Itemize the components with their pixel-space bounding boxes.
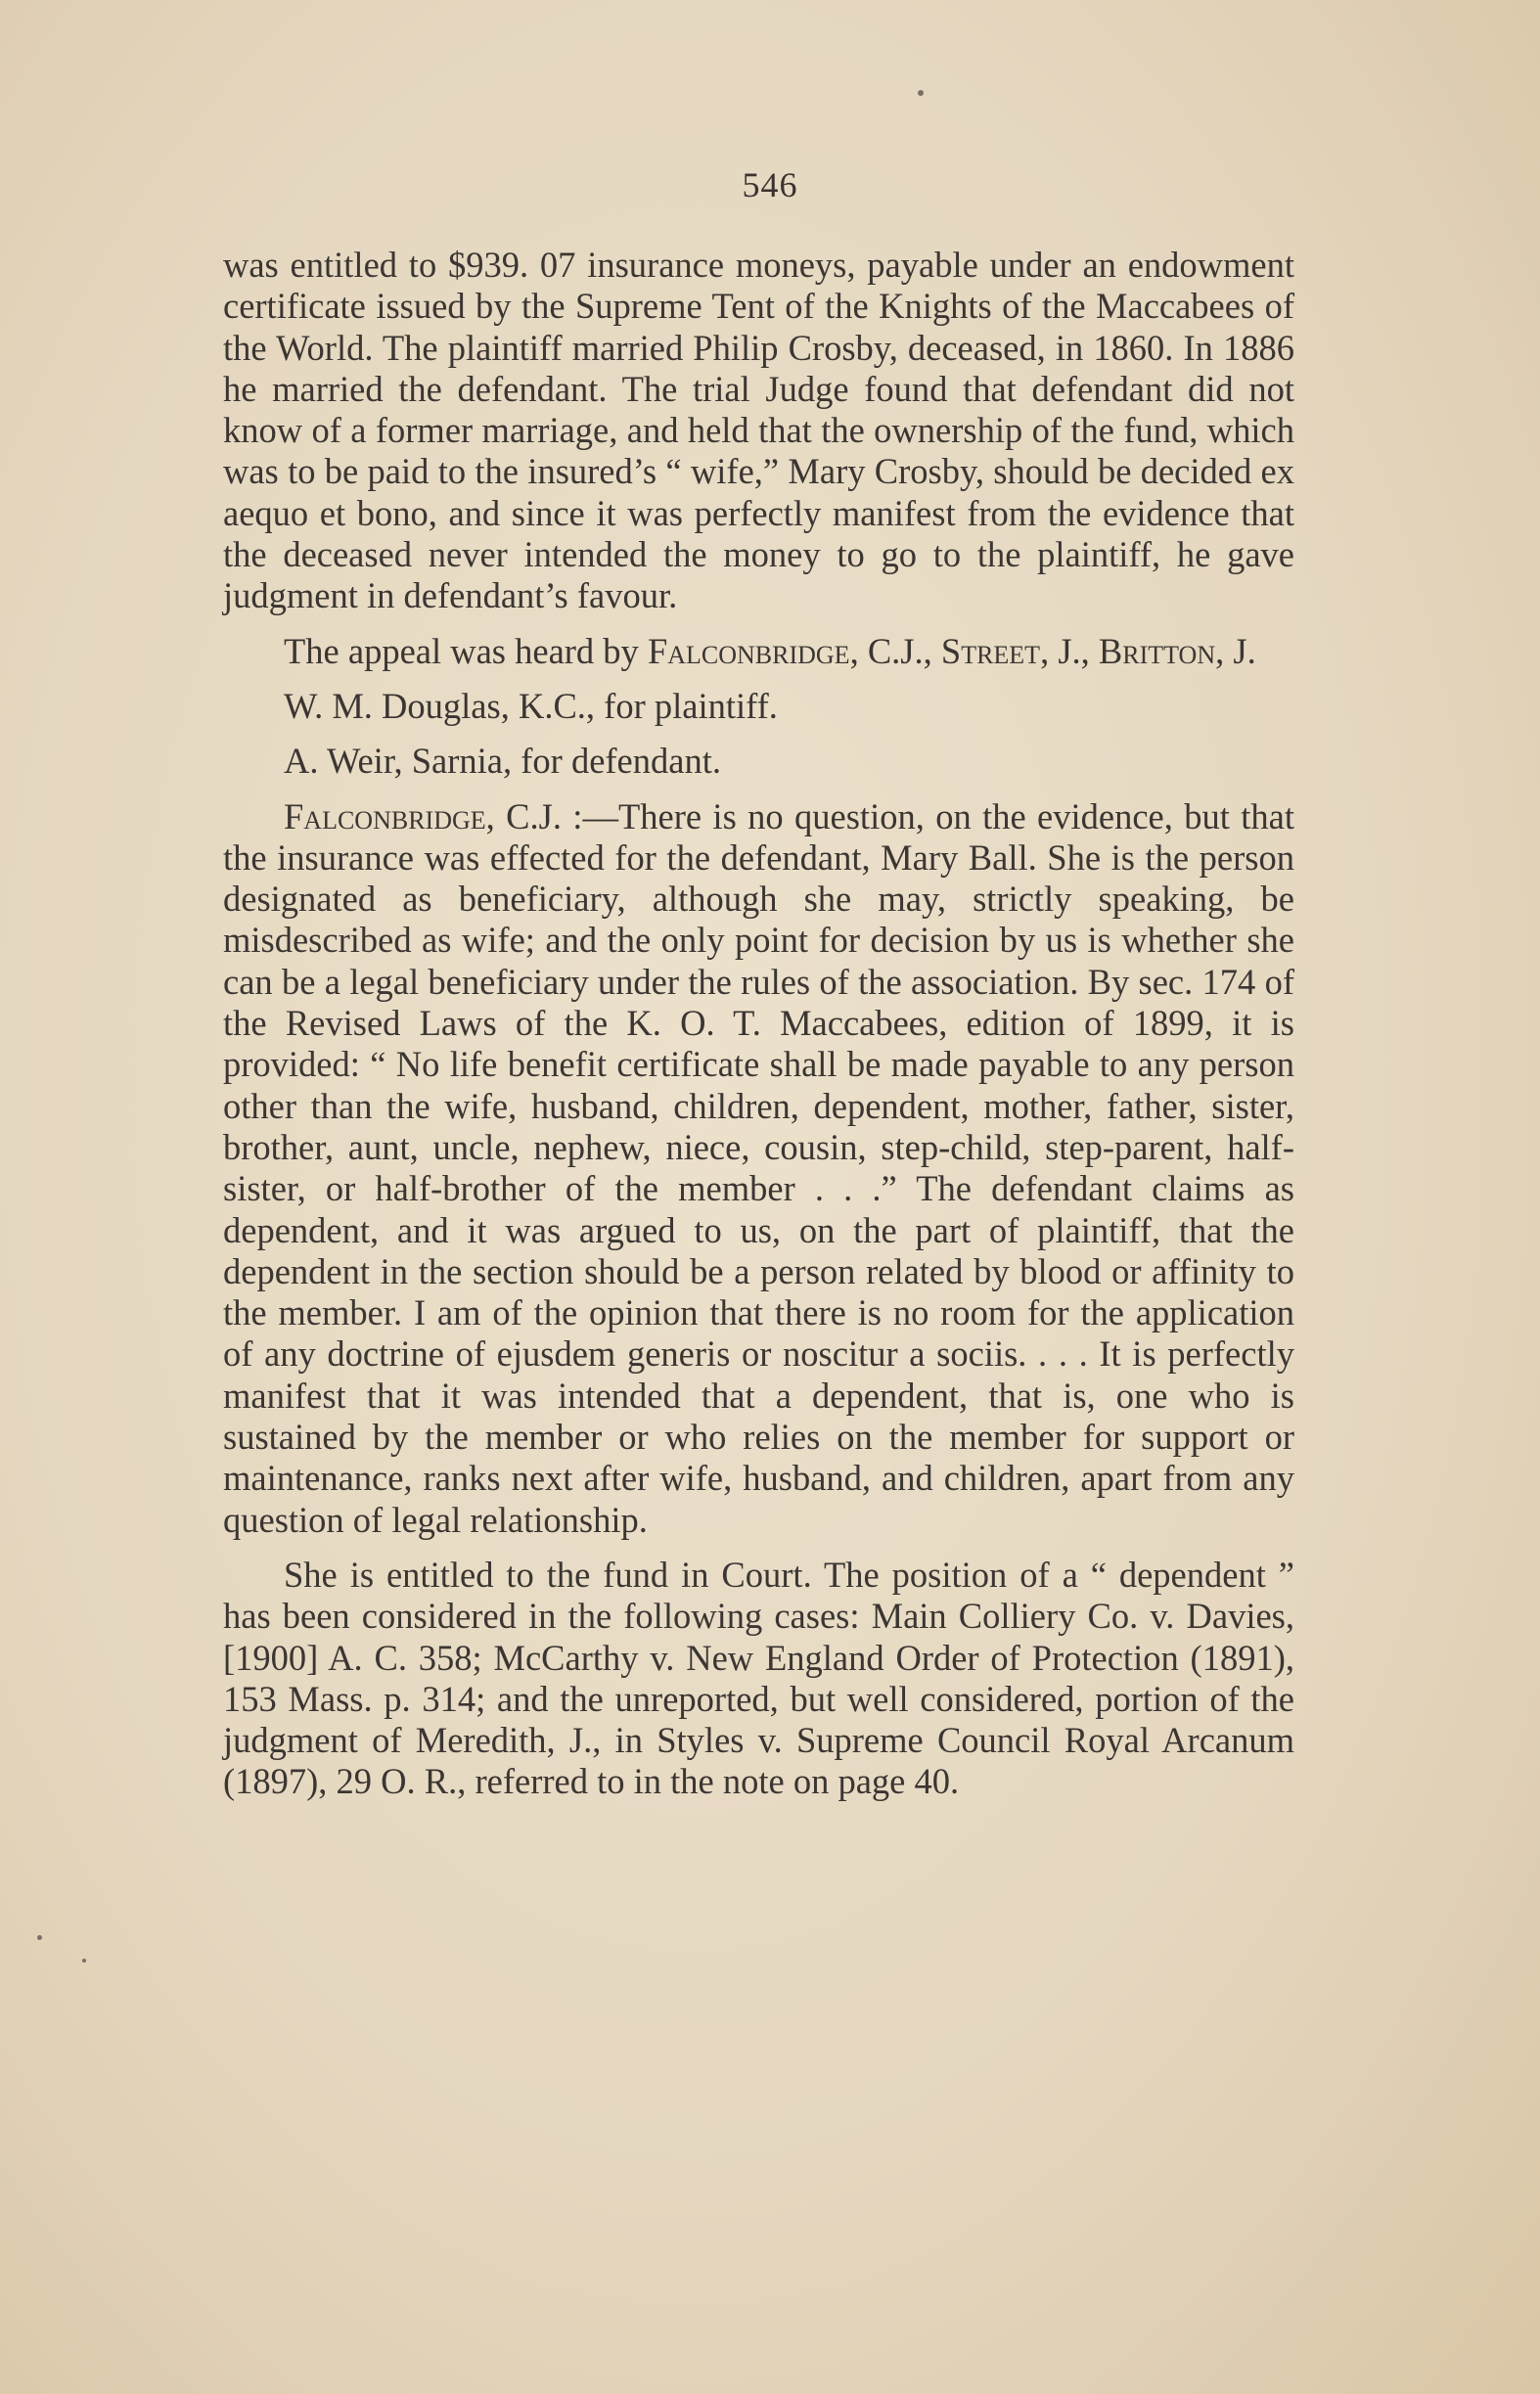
counsel-defendant: A. Weir, Sarnia, for defendant. — [284, 741, 721, 782]
judge-title: , J., — [1040, 630, 1099, 671]
conclusion-paragraph: She is entitled to the fund in Court. The position of a “ dependent ” has been considered in the following cases: Main Colliery Co. v. Davies, [1900] A. C. 358; McCarthy v. New England Order of Protection (1891), 153 Mass. p. 314; and the unreported, but well considered, portion of the judgment of Meredith, J., in Styles v. Supreme Council Royal Arcanum (1897), 29 O. R., referred to in the note on page 40. — [223, 1554, 1294, 1802]
print-speck — [918, 90, 924, 96]
judgment-title: , C.J. : — [485, 795, 583, 836]
bench-paragraph — [223, 631, 1294, 672]
page-number: 546 — [742, 165, 798, 204]
judge-name: Falconbridge — [647, 630, 850, 671]
judge-title: , J. — [1215, 630, 1256, 671]
judgment-text: —There is no question, on the evidence, but that the insurance was effected for the defendant, Mary Ball. She is the person designated as beneficiary, although she may, strictly speaking, be misdescribed as wife; and the only point for decision by us is whether she can be a legal beneficiary under the rules of the association. By sec. 174 of the Revised Laws of the K. O. T. Maccabees, edition of 1899, it is provided: “ No life benefit certificate shall be made payable to any person other than the wife, husband, children, dependent, mother, father, sister, brother, aunt, uncle, nephew, niece, cousin, step-child, step-parent, half-sister, or half-brother of the member . . .” The defendant claims as dependent, and it was argued to us, on the part of plaintiff, that the dependent in the section should be a person related by blood or affinity to the member. I am of the opinion that there is no room for the application of any doctrine of ejusdem generis or noscitur a sociis. . . . It is perfectly manifest that it was intended that a dependent, that is, one who is sustained by the member or who relies on the member for support or maintenance, ranks next after wife, husband, and children, apart from any question of legal relationship. — [223, 795, 1294, 1540]
judge-title: , C.J., — [849, 630, 941, 671]
judgment-paragraph — [223, 796, 1294, 1541]
judge-name: Britton — [1098, 630, 1216, 671]
counsel-plaintiff: W. M. Douglas, K.C., for plaintiff. — [284, 685, 778, 726]
print-speck — [37, 1935, 42, 1940]
page-body — [223, 245, 1294, 1817]
case-summary-paragraph: was entitled to $939. 07 insurance moneys, payable under an endowment certificate issued by the Supreme Tent of the Knights of the Maccabees of the World. The plaintiff married Philip Crosby, deceased, in 1860. In 1886 he married the defendant. The trial Judge found that defendant did not know of a former marriage, and held that the ownership of the fund, which was to be paid to the insured’s “ wife,” Mary Crosby, should be decided ex aequo et bono, and since it was perfectly manifest from the evidence that the deceased never intended the money to go to the plaintiff, he gave judgment in defendant’s favour. — [223, 245, 1294, 616]
judgment-judge: Falconbridge — [284, 795, 486, 836]
judge-name: Street — [940, 630, 1041, 671]
bench-prefix: The appeal was heard by — [284, 630, 648, 671]
print-speck — [82, 1959, 86, 1963]
